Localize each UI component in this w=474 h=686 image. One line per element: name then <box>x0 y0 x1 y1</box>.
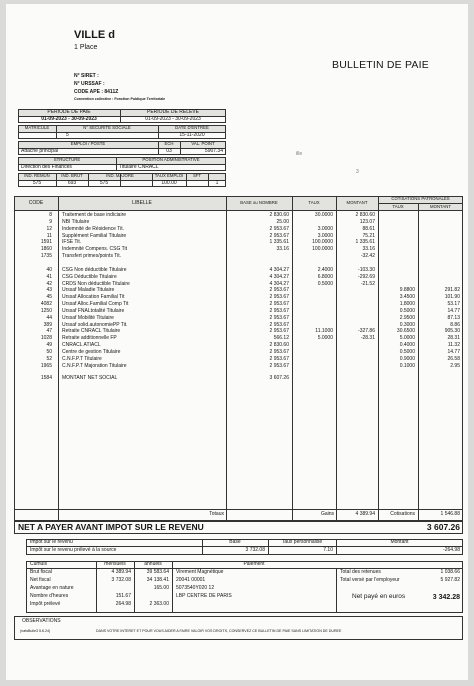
cell-label: Retraite CNRACL Titulaire <box>62 328 121 335</box>
cell-label: Urssaf FNALtotalité Titulaire <box>62 307 125 314</box>
cell-base: 2 953.67 <box>269 321 289 328</box>
tax-amount-header: Montant <box>390 539 409 545</box>
software-version: (natsBulle3 5.6.24) <box>20 629 51 633</box>
cell-taux: 5.0000 <box>317 335 333 342</box>
cell-montant: -292.69 <box>358 273 375 280</box>
cell-pm: 87.13 <box>447 314 460 321</box>
matricule-header: MATRICULE <box>24 125 50 130</box>
payment-line: 20041 00001 <box>176 577 206 583</box>
cumul-a: 34 138.41 <box>146 577 169 583</box>
tax-base-header: Base <box>229 539 241 545</box>
cell-code: 52 <box>46 355 52 362</box>
echelon-value: 03 <box>166 148 172 154</box>
totals-label: Totaux <box>209 511 224 517</box>
cell-base: 2 830.60 <box>269 342 289 349</box>
period-pay-header: PERIODE DE PAIE <box>47 109 91 115</box>
tax-rate-value: 7.10 <box>323 547 333 553</box>
cell-montant: 33.16 <box>362 246 375 253</box>
employer-contrib-header: COTISATIONS PATRONALES <box>391 196 450 201</box>
entry-date-header: DATE D'ENTREE <box>175 125 209 130</box>
cell-label: Transfert primes/points Tit. <box>62 253 121 260</box>
tax-amount-value: -264.98 <box>443 547 460 553</box>
net-social-value: 3 607.26 <box>269 375 289 381</box>
cell-base: 33.16 <box>276 246 289 253</box>
taux-emploi-value: 100.00 <box>161 180 177 186</box>
cell-pm: 14.77 <box>447 349 460 355</box>
net-paid-label: Net payé en euros <box>352 593 406 600</box>
cell-label: Supplément Familial Titulaire <box>62 232 127 239</box>
employer-total-label: Total versé par l'employeur <box>340 577 400 583</box>
cell-label: CSG Déductible Titulaire <box>62 273 117 280</box>
cell-base: 4 304.27 <box>269 280 289 287</box>
cell-base: 2 953.67 <box>269 225 289 232</box>
cumul-label: Brut fiscal <box>30 569 52 575</box>
cell-pt: 0.5000 <box>399 349 415 355</box>
cell-code: 43 <box>46 287 52 294</box>
cell-code: 1250 <box>40 307 52 314</box>
cell-pm: 26.58 <box>447 355 460 362</box>
employer-address: 1 Place <box>74 44 98 51</box>
cell-montant: 88.61 <box>362 225 375 232</box>
cumul-label: Impôt prélevé <box>30 601 61 607</box>
cell-base: 2 953.67 <box>269 287 289 294</box>
cell-montant: -103.30 <box>358 266 375 273</box>
cell-pt: 3.4500 <box>399 294 415 301</box>
point-value-header: VAL. POINT <box>191 141 215 146</box>
cell-taux: 3.0000 <box>317 225 333 232</box>
cell-label: NBI Titulaire <box>62 218 90 225</box>
cell-montant: -32.42 <box>360 253 375 260</box>
cell-base: 2 953.67 <box>269 349 289 355</box>
tax-header: Impôt sur le revenu <box>30 539 73 545</box>
cell-pm: 8.86 <box>450 321 460 328</box>
ind-majore-header: IND. MAJORE <box>106 173 134 178</box>
cell-base: 1 335.61 <box>269 239 289 246</box>
yearly-header: annuels <box>144 561 162 567</box>
period-report-header: PERIODE DE RELEVE <box>147 109 199 115</box>
cell-code: 1965 <box>40 362 52 369</box>
cumuls-header: Cumuls <box>30 561 47 567</box>
sft-value: 1 <box>215 180 219 186</box>
cumul-a: 165.00 <box>153 585 169 591</box>
total-deductions-label: Total des retenues <box>340 569 381 575</box>
cell-code: 8 <box>49 212 52 218</box>
structure-header: STRUCTURE <box>53 157 81 162</box>
period-pay-value: 01-09-2023 - 30-09-2023 <box>41 116 97 122</box>
stray-text: ille <box>296 151 303 157</box>
employer-amount-header: MONTANT <box>430 204 451 209</box>
period-report-value: 01-09-2023 - 30-09-2023 <box>145 116 201 122</box>
ind-remun-header: IND. RÉMUN <box>24 173 50 178</box>
net-before-tax-label: NET A PAYER AVANT IMPOT SUR LE REVENU <box>18 522 204 532</box>
cumul-a: 39 583.64 <box>146 569 169 575</box>
cell-pm: 14.77 <box>447 307 460 314</box>
cell-label: C.N.F.P.T Titulaire <box>62 355 102 362</box>
cell-pm: 291.82 <box>444 287 460 294</box>
ind-majore-value: 575 <box>99 180 109 186</box>
observations-label: OBSERVATIONS <box>22 618 61 624</box>
cell-base: 2 953.67 <box>269 314 289 321</box>
cell-code: 45 <box>46 294 52 301</box>
cumul-label: Net fiscal <box>30 577 51 583</box>
convention-label: Convention collective : Fonction Publique Territoriale <box>74 97 166 101</box>
cell-code: 50 <box>46 349 52 355</box>
cell-taux: 6.8000 <box>317 273 333 280</box>
label-header: LIBELLE <box>132 200 152 206</box>
tax-label: Impôt sur le revenu prélevé à la source <box>30 547 117 553</box>
cell-montant: -21.52 <box>360 280 375 287</box>
cell-code: 41 <box>46 273 52 280</box>
cell-code: 389 <box>43 321 52 328</box>
cell-taux: 3.0000 <box>317 232 333 239</box>
cell-code: 1028 <box>40 335 52 342</box>
taux-emploi-header: TAUX EMPLOI <box>154 173 184 178</box>
cell-montant: -28.31 <box>360 335 375 342</box>
cell-pm: 101.90 <box>444 294 460 301</box>
cell-label: Indemnité de Résidence Tit. <box>62 225 124 232</box>
tax-base-value: 3 732.08 <box>245 547 265 553</box>
position-value: Titulaire CNRACL <box>119 164 159 170</box>
cell-pm: 2.95 <box>450 362 460 369</box>
cell-base: 2 953.67 <box>269 328 289 335</box>
secu-header: N° SECURITE SOCIALE <box>83 125 131 130</box>
cell-label: CNRACL ATIACL <box>62 342 101 349</box>
cell-base: 2 953.67 <box>269 307 289 314</box>
cell-label: Traitement de base indiciaire <box>62 212 127 218</box>
position-header: POSITION ADMINISTRATIVE <box>142 157 200 162</box>
echelon-header: ECH <box>164 141 174 146</box>
secu-value: 5 <box>66 132 69 138</box>
cumul-label: Nombre d'heures <box>30 593 69 599</box>
cell-taux: 30.0000 <box>314 212 333 218</box>
page-title: BULLETIN DE PAIE <box>332 59 429 71</box>
cell-montant: 75.21 <box>362 232 375 239</box>
cell-base: 4 304.27 <box>269 266 289 273</box>
cell-label: CRDS Non déductible Titulaire <box>62 280 130 287</box>
payment-header: Paiement <box>243 561 265 567</box>
gains-label: Gains <box>320 511 334 517</box>
urssaf-label: N° URSSAF : <box>74 81 105 87</box>
net-social-label: MONTANT NET SOCIAL <box>62 375 118 381</box>
monthly-header: mensuels <box>104 561 126 567</box>
cumul-label: Avantage en nature <box>30 585 74 591</box>
cumul-m: 151.67 <box>115 593 131 599</box>
cell-pm: 905.30 <box>444 328 460 335</box>
cell-montant: -327.86 <box>358 328 375 335</box>
cell-montant: 123.07 <box>359 218 375 225</box>
cell-label: Urssaf Mobilité Titulaire <box>62 314 114 321</box>
gains-value: 4 389.94 <box>355 511 375 517</box>
cell-base: 25.00 <box>276 218 289 225</box>
job-value: Attaché principal <box>21 148 58 154</box>
ind-brut-header: IND. BRUT <box>61 173 83 178</box>
cell-base: 2 953.67 <box>269 301 289 308</box>
cell-pt: 0.4000 <box>399 342 415 349</box>
cell-pt: 5.0000 <box>399 335 415 342</box>
cell-base: 2 953.67 <box>269 232 289 239</box>
cell-base: 4 304.27 <box>269 273 289 280</box>
contributions-value: 1 546.88 <box>440 511 460 517</box>
cell-label: CSG Non déductible Titulaire <box>62 266 127 273</box>
payment-line: Virement Magnétique <box>176 569 224 575</box>
stray-text-2: 3 <box>356 169 359 175</box>
net-before-tax-value: 3 607.26 <box>426 522 460 532</box>
cell-code: 4082 <box>40 301 52 308</box>
entry-date-value: 15-11-2020 <box>179 132 205 138</box>
cell-label: Indemnité Compens. CSG Tit <box>62 246 128 253</box>
job-header: EMPLOI / POSTE <box>70 141 106 146</box>
amount-header: MONTANT <box>346 200 368 205</box>
sft-header: SFT <box>192 173 202 178</box>
siret-label: N° SIRET : <box>74 73 99 79</box>
cell-pm: 28.31 <box>447 335 460 342</box>
cell-base: 2 830.60 <box>269 212 289 218</box>
cell-code: 12 <box>46 225 52 232</box>
cell-pm: 53.17 <box>447 301 460 308</box>
cell-code: 1735 <box>40 253 52 260</box>
cell-pt: 0.1000 <box>399 362 415 369</box>
ind-remun-value: 575 <box>32 180 42 186</box>
cell-code: 1860 <box>40 246 52 253</box>
cell-base: 2 953.67 <box>269 362 289 369</box>
cell-code: 42 <box>46 280 52 287</box>
cell-montant: 2 830.60 <box>355 212 375 218</box>
cell-pt: 0.9000 <box>399 355 415 362</box>
cell-base: 2 953.67 <box>269 355 289 362</box>
cell-pt: 30.6500 <box>396 328 415 335</box>
cell-label: Urssaf Allocation Familial Tit <box>62 294 125 301</box>
cell-base: 566.12 <box>273 335 289 342</box>
employer-rate-header: TAUX <box>392 204 404 209</box>
cell-label: Urssaf Maladie Titulaire <box>62 287 115 294</box>
cell-code: 44 <box>46 314 52 321</box>
cumul-m: 264.98 <box>115 601 131 607</box>
cell-label: Centre de gestion Titulaire <box>62 349 121 355</box>
cell-pt: 0.3000 <box>399 321 415 328</box>
cell-code: 9 <box>49 218 52 225</box>
cell-taux: 11.1000 <box>315 328 333 335</box>
cell-montant: 1 335.61 <box>355 239 375 246</box>
net-social-code: 1584 <box>40 375 52 381</box>
cell-pt: 9.8800 <box>399 287 415 294</box>
cell-pt: 0.5000 <box>399 307 415 314</box>
cumul-a: 2 363.00 <box>149 601 169 607</box>
cell-taux: 2.4000 <box>317 266 333 273</box>
cell-taux: 100.0000 <box>312 246 333 253</box>
tax-rate-header: Taux personnalisé <box>281 539 323 545</box>
cell-pm: 11.32 <box>447 342 460 349</box>
rate-header: TAUX <box>308 200 320 205</box>
cell-code: 1591 <box>40 239 52 246</box>
cell-code: 11 <box>46 232 52 239</box>
cell-taux: 0.5000 <box>317 280 333 287</box>
cell-label: IFSE Tit. <box>62 239 82 246</box>
payslip-page <box>6 4 468 680</box>
structure-value: Direction des Finances <box>21 164 72 170</box>
base-header: BASE ou NOMBRE <box>240 200 278 205</box>
cell-code: 49 <box>46 342 52 349</box>
ind-brut-value: 693 <box>67 180 77 186</box>
net-paid-value: 3 342.28 <box>432 594 460 601</box>
point-value: 5907.34 <box>204 148 223 154</box>
cell-base: 2 953.67 <box>269 294 289 301</box>
payment-line: 5073540Y020 12 <box>176 585 215 591</box>
cumul-m: 3 732.08 <box>111 577 131 583</box>
employer-total-value: 5 927.82 <box>440 577 460 583</box>
conservation-note: DANS VOTRE INTERET ET POUR VOUS AIDER A FAIRE VALOIR VOS DROITS, CONSERVEZ CE BULLETIN DE PAIE SANS LIMITATION DE DUREE <box>96 629 342 633</box>
cell-pt: 2.9500 <box>399 314 415 321</box>
cell-label: Retraite additionnelle FP <box>62 335 117 342</box>
cell-label: C.N.F.P.T Majoration Titulaire <box>62 362 127 369</box>
cell-code: 47 <box>46 328 52 335</box>
cell-label: Urssaf solid.autonomiePP Tit. <box>62 321 128 328</box>
payment-line: LBP CENTRE DE PARIS <box>176 593 232 599</box>
cumul-m: 4 389.94 <box>111 569 131 575</box>
code-header: CODE <box>28 200 44 206</box>
total-deductions-value: 1 038.66 <box>440 569 460 575</box>
cell-pt: 1.8000 <box>399 301 415 308</box>
ape-code: CODE APE : 8411Z <box>74 89 119 95</box>
cell-code: 40 <box>46 266 52 273</box>
cell-taux: 100.0000 <box>312 239 333 246</box>
cell-label: Urssaf Alloc.Familial Comp Tit <box>62 301 129 308</box>
contributions-label: Cotisations <box>390 511 415 517</box>
employer-name: VILLE d <box>74 29 115 41</box>
